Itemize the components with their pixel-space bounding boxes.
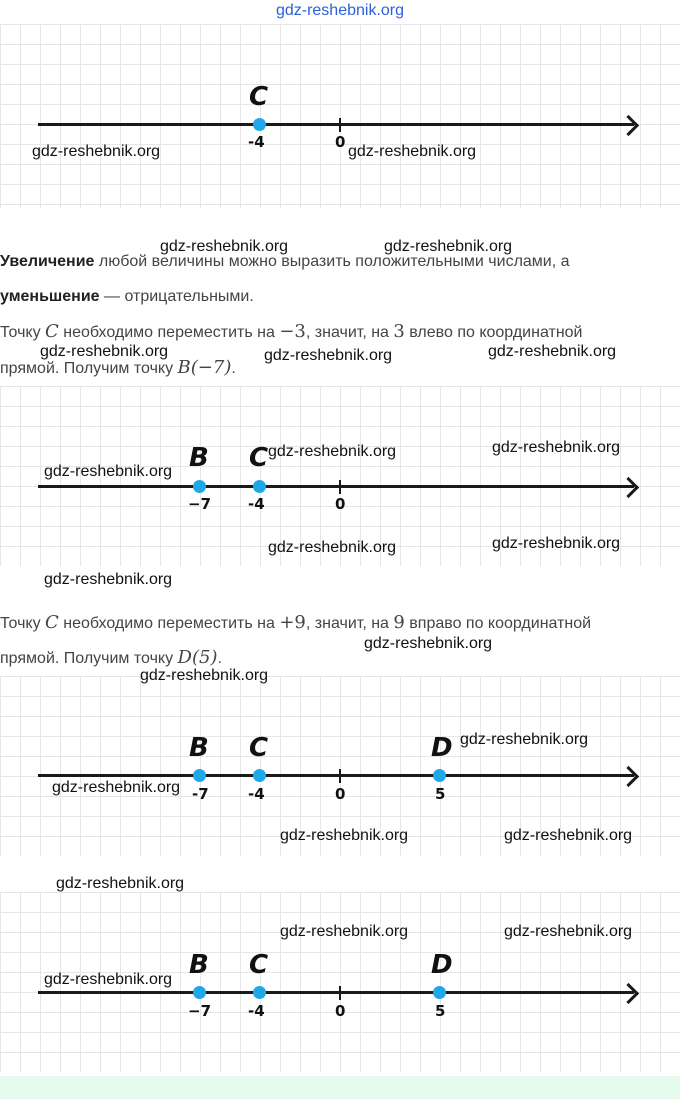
math-var: C	[45, 612, 59, 633]
paragraph-text: любой величины можно выразить положительными числами, а	[94, 253, 570, 270]
paragraph-text: .	[217, 650, 222, 667]
point-value-label: −7	[188, 495, 212, 513]
axis-line	[38, 991, 634, 994]
point-label: C	[249, 82, 269, 112]
paragraph-text: прямой. Получим точку	[0, 650, 178, 667]
tick-mark	[339, 986, 341, 1000]
point-d	[433, 769, 446, 782]
point-label: C	[249, 733, 269, 763]
bottom-band	[0, 1076, 680, 1099]
math-result: B(−7)	[177, 357, 232, 378]
math-steps: 3	[393, 321, 405, 342]
paragraph-1-line-2	[0, 286, 254, 308]
watermark: gdz-reshebnik.org	[280, 827, 409, 844]
point-value-label: -4	[248, 785, 265, 803]
axis-arrow-icon	[618, 477, 639, 498]
paragraph-text: .	[231, 360, 236, 377]
watermark: gdz-reshebnik.org	[40, 343, 169, 360]
watermark: gdz-reshebnik.org	[52, 779, 181, 796]
point-label: D	[431, 733, 453, 763]
watermark: gdz-reshebnik.org	[140, 667, 269, 684]
watermark: gdz-reshebnik.org	[348, 143, 477, 160]
paragraph-text: Точку	[0, 324, 46, 341]
watermark: gdz-reshebnik.org	[492, 439, 621, 456]
tick-label: 0	[335, 133, 346, 151]
watermark: gdz-reshebnik.org	[460, 731, 589, 748]
watermark: gdz-reshebnik.org	[280, 923, 409, 940]
point-value-label: −7	[188, 1002, 212, 1020]
watermark: gdz-reshebnik.org	[44, 971, 173, 988]
tick-label: 0	[335, 495, 346, 513]
paragraph-text: необходимо переместить на	[58, 324, 280, 341]
point-value-label: 5	[435, 785, 446, 803]
watermark: gdz-reshebnik.org	[56, 875, 185, 892]
site-title[interactable]: gdz-reshebnik.org	[275, 2, 405, 19]
point-label: B	[189, 443, 209, 473]
math-result: D(5)	[177, 647, 218, 668]
tick-label: 0	[335, 785, 346, 803]
axis-arrow-icon	[618, 115, 639, 136]
point-value-label: 5	[435, 1002, 446, 1020]
math-shift: +9	[279, 612, 306, 633]
bold-term: Увеличение	[0, 253, 95, 270]
tick-label: 0	[335, 1002, 346, 1020]
paragraph-text: , значит, на	[305, 615, 394, 632]
point-label: C	[249, 950, 269, 980]
point-value-label: -4	[248, 1002, 265, 1020]
point-c	[253, 480, 266, 493]
point-c	[253, 986, 266, 999]
point-c	[253, 769, 266, 782]
tick-mark	[339, 769, 341, 783]
watermark: gdz-reshebnik.org	[32, 143, 161, 160]
axis-arrow-icon	[618, 983, 639, 1004]
point-label: B	[189, 950, 209, 980]
watermark: gdz-reshebnik.org	[160, 238, 289, 255]
point-b	[193, 769, 206, 782]
axis-arrow-icon	[618, 766, 639, 787]
math-shift: −3	[279, 321, 306, 342]
number-line-panel-1	[0, 24, 680, 208]
math-var: C	[45, 321, 59, 342]
paragraph-text: вправо по координатной	[404, 615, 592, 632]
paragraph-text: прямой. Получим точку	[0, 360, 178, 377]
watermark: gdz-reshebnik.org	[488, 343, 617, 360]
point-b	[193, 480, 206, 493]
paragraph-text: Точку	[0, 615, 46, 632]
tick-mark	[339, 480, 341, 494]
paragraph-3-line-1	[0, 612, 591, 635]
point-d	[433, 986, 446, 999]
watermark: gdz-reshebnik.org	[492, 535, 621, 552]
point-b	[193, 986, 206, 999]
watermark: gdz-reshebnik.org	[504, 827, 633, 844]
paragraph-text: — отрицательными.	[99, 288, 254, 305]
watermark: gdz-reshebnik.org	[44, 571, 173, 588]
paragraph-text: , значит, на	[305, 324, 394, 341]
paragraph-text: необходимо переместить на	[58, 615, 280, 632]
watermark: gdz-reshebnik.org	[44, 463, 173, 480]
tick-mark	[339, 118, 341, 132]
paragraph-text: влево по координатной	[404, 324, 583, 341]
watermark: gdz-reshebnik.org	[268, 443, 397, 460]
axis-line	[38, 774, 634, 777]
point-c	[253, 118, 266, 131]
watermark: gdz-reshebnik.org	[384, 238, 513, 255]
point-value-label: -4	[248, 133, 265, 151]
math-steps: 9	[393, 612, 405, 633]
point-value-label: -7	[192, 785, 209, 803]
watermark: gdz-reshebnik.org	[264, 347, 393, 364]
point-label: B	[189, 733, 209, 763]
watermark: gdz-reshebnik.org	[268, 539, 397, 556]
watermark: gdz-reshebnik.org	[504, 923, 633, 940]
watermark: gdz-reshebnik.org	[364, 635, 493, 652]
axis-line	[38, 485, 634, 488]
point-value-label: -4	[248, 495, 265, 513]
point-label: D	[431, 950, 453, 980]
bold-term: уменьшение	[0, 288, 100, 305]
axis-line	[38, 123, 634, 126]
point-label: C	[249, 443, 269, 473]
paragraph-2-line-1	[0, 321, 583, 344]
